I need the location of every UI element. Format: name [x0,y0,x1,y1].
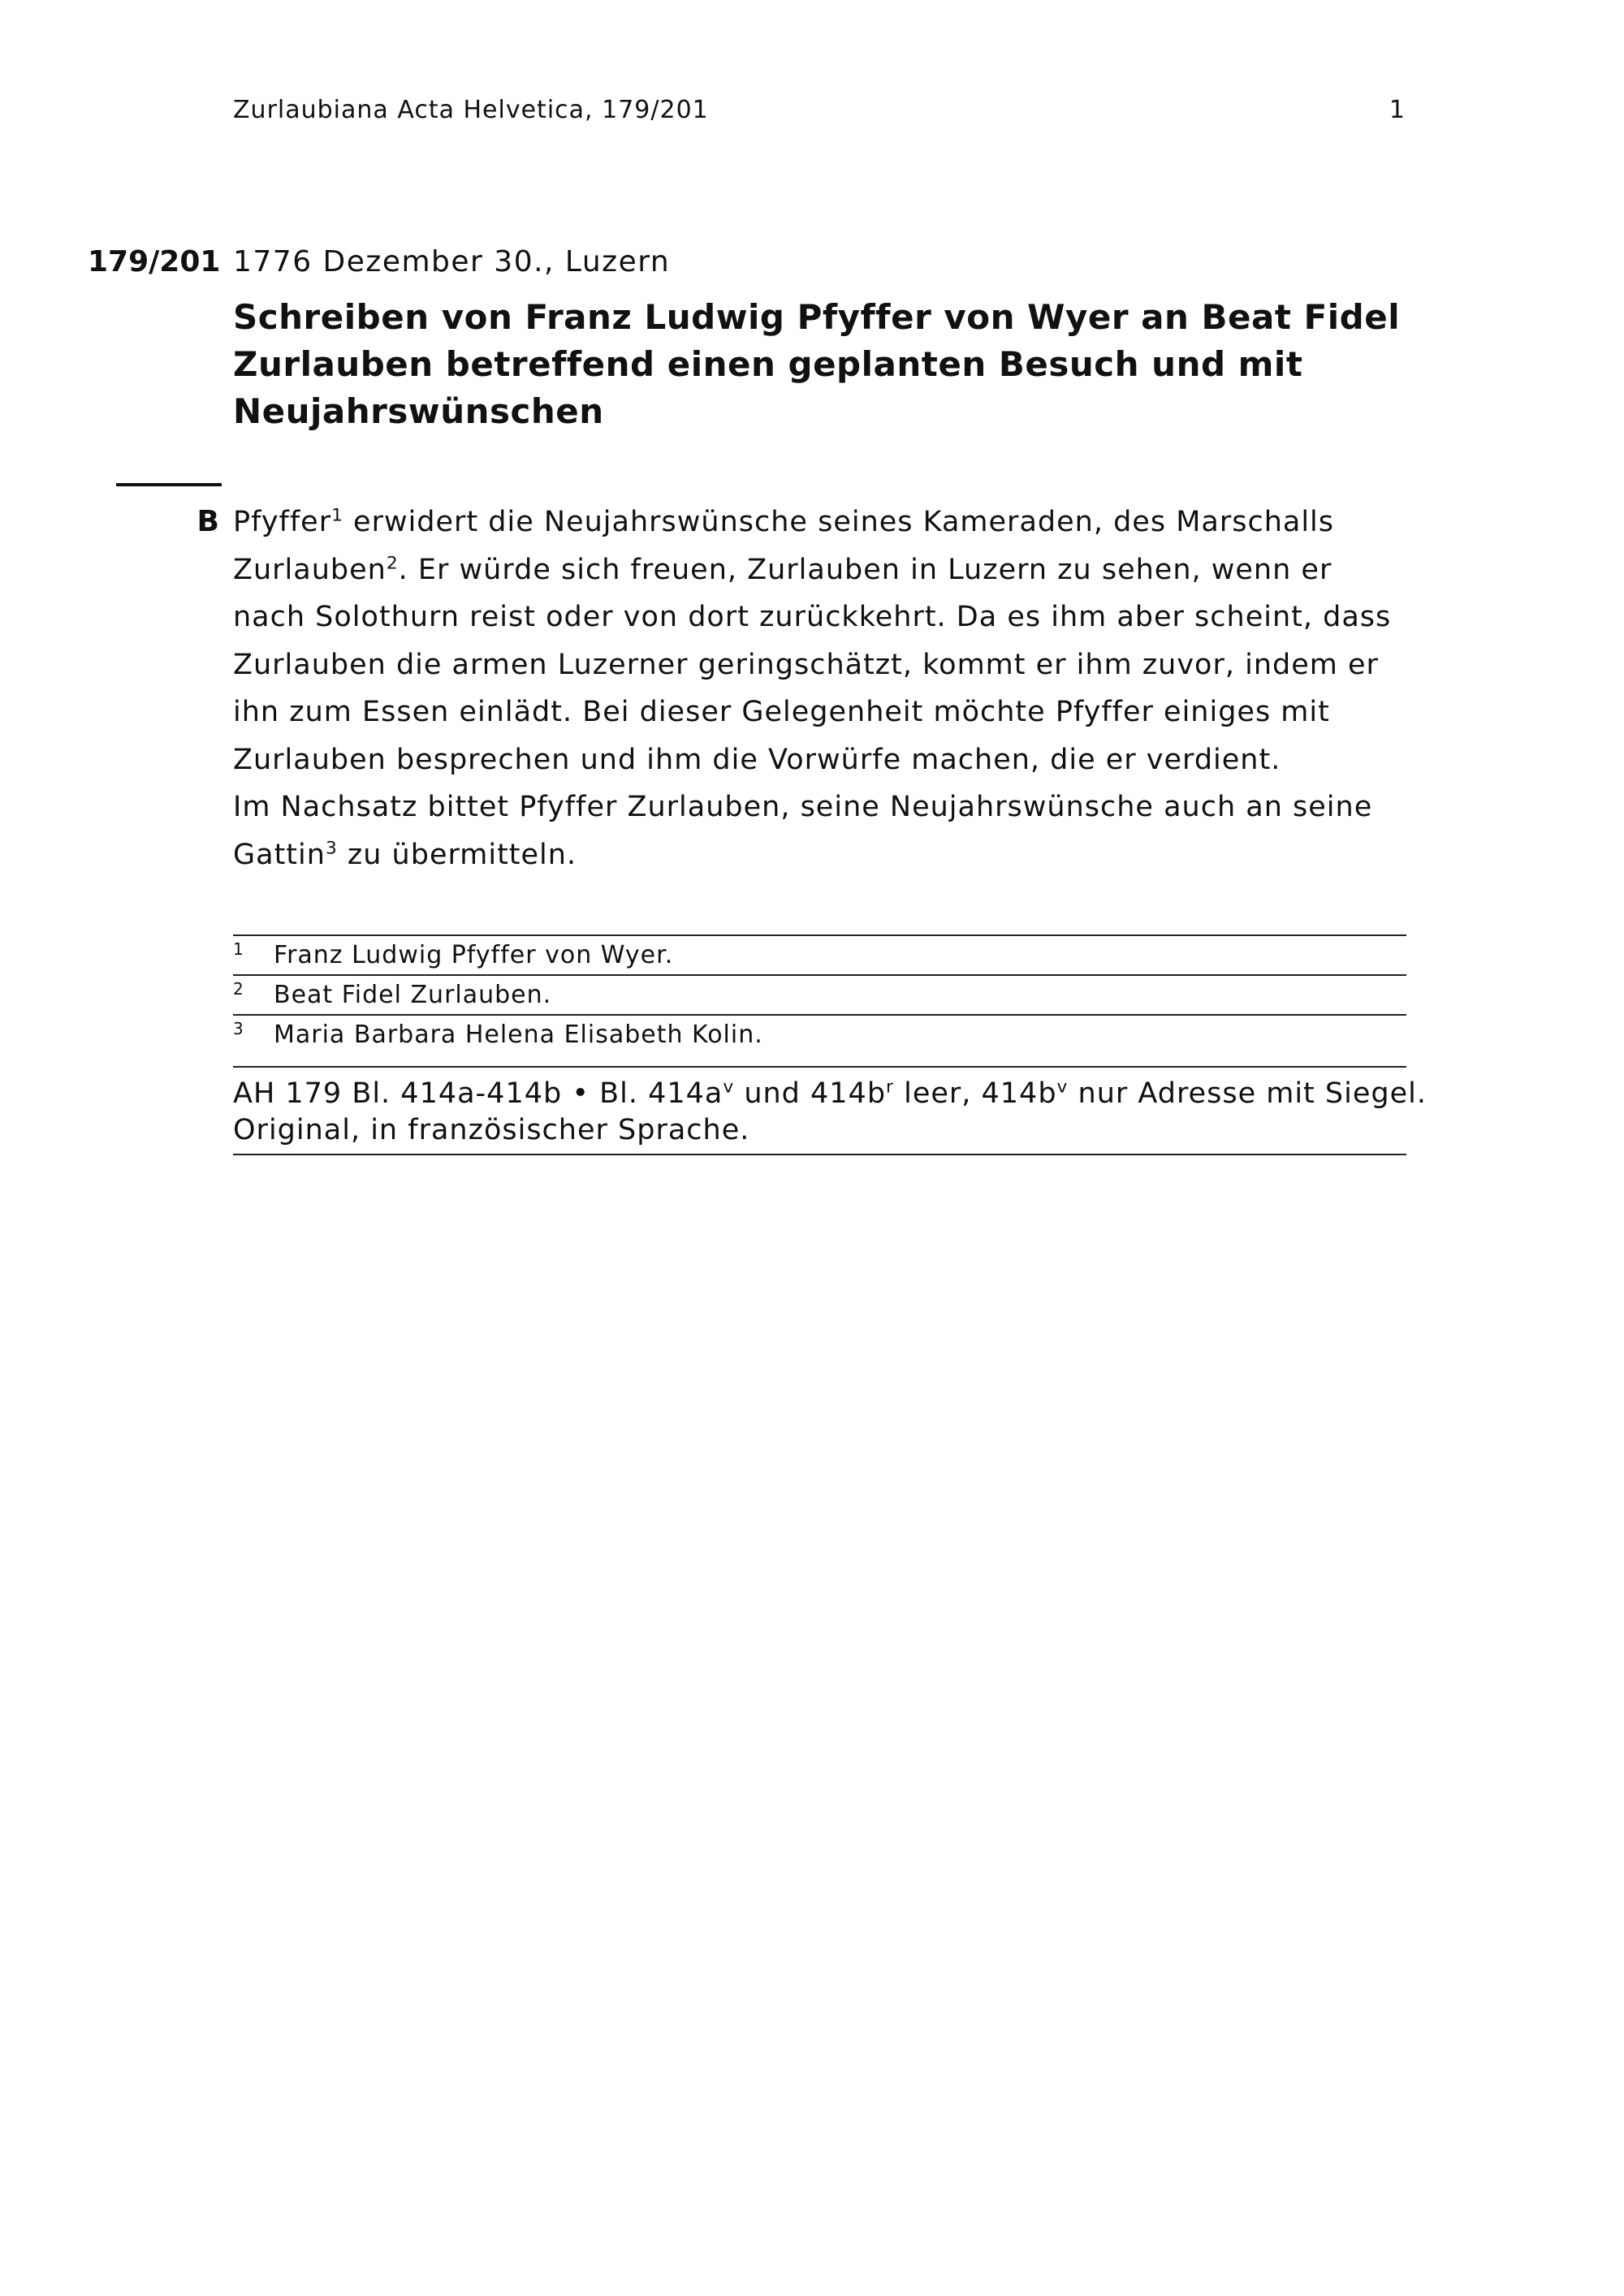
margin-rule [116,483,222,486]
source-segment: und 414b [734,1077,887,1110]
source-superscript: v [1056,1077,1069,1098]
summary-text-segment: erwidert die Neujahrswünsche seines Kameraden, des Marschalls Zurlauben [233,506,1335,586]
source-segment: AH 179 Bl. 414a-414b • Bl. 414a [233,1077,723,1110]
footnote-mark: 3 [233,1019,244,1038]
summary-paragraph [233,498,1410,783]
footnote-mark: 2 [233,979,244,999]
footnote [233,976,1406,1016]
footnote-text: Maria Barbara Helena Elisabeth Kolin. [274,1021,763,1049]
source-line [233,1076,1427,1112]
date-place: 1776 Dezember 30., Luzern [233,245,671,278]
summary-text-segment: . Er würde sich freuen, Zurlauben in Luzern zu sehen, wenn er nach Solothurn reist oder von dort zurückkehrt. Da es ihm aber scheint, dass Zurlauben die armen Luzerner geringschätzt, kommt er ihm zuvor, indem er ihn zum Essen einlädt. Bei dieser Gelegenheit möchte Pfyffer einiges mit Zurlauben besprechen und ihm die Vorwürfe machen, die er verdient. [233,553,1392,776]
footnote-text: Franz Ludwig Pfyffer von Wyer. [274,941,674,969]
section-marker: B [197,505,219,538]
source-line: Original, in französischer Sprache. [233,1114,750,1146]
document-title: Schreiben von Franz Ludwig Pfyffer von Wyer an Beat Fidel Zurlauben betreffend einen geplanten Besuch und mit Neujahrswünschen [233,297,1401,431]
source-superscript: v [723,1077,735,1098]
footnote-reference[interactable]: 3 [325,837,338,858]
footnote-text: Beat Fidel Zurlauben. [274,981,552,1009]
footnote-reference[interactable]: 1 [331,505,343,526]
source-note [233,1066,1427,1155]
summary-text [233,498,1410,878]
footnote-reference[interactable]: 2 [386,552,399,573]
source-segment: leer, 414b [893,1077,1057,1110]
footnote-mark: 1 [233,939,244,959]
footnote [233,936,1406,976]
source-superscript: r [886,1077,894,1098]
document-number: 179/201 [88,245,221,278]
page-number: 1 [1389,96,1405,124]
summary-text-segment: Im Nachsatz bittet Pfyffer Zurlauben, seine Neujahrswünsche auch an seine Gattin [233,791,1373,871]
footnote [233,1016,1406,1054]
summary-paragraph [233,783,1410,878]
running-head: Zurlaubiana Acta Helvetica, 179/201 [233,96,709,124]
summary-text-segment: Pfyffer [233,506,332,538]
summary-text-segment: zu übermitteln. [337,838,577,871]
source-segment: nur Adresse mit Siegel. [1068,1077,1427,1110]
footnotes [233,934,1406,1054]
